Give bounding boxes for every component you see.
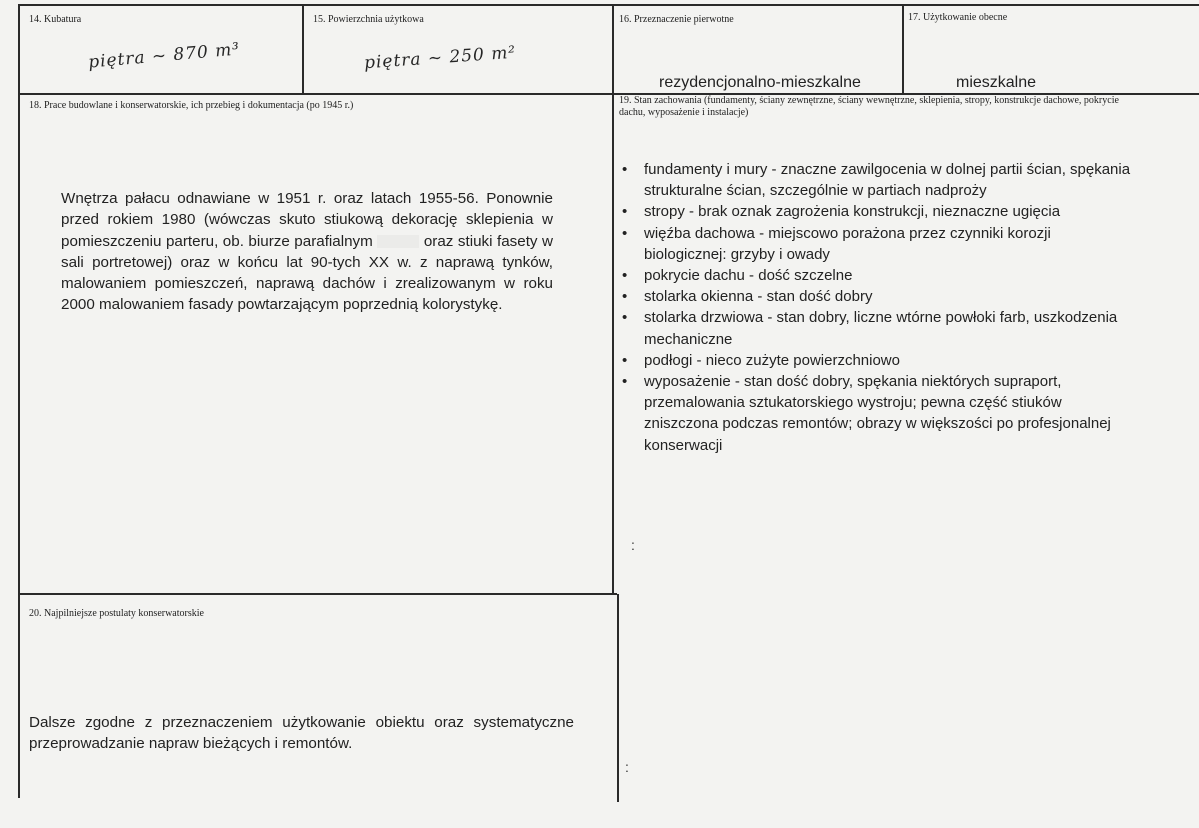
list-item: • stolarka drzwiowa - stan dobry, liczne wtórne powłoki farb, uszkodzenia mechaniczne bbox=[622, 307, 1137, 349]
list-item: • stolarka okienna - stan dość dobry bbox=[622, 286, 1137, 307]
field-18-text bbox=[61, 188, 553, 316]
field-18-text-part-a: Wnętrza pałacu odnawiane w 1951 r. oraz latach 1955-56. Ponownie przed rokiem 1980 (wówczas skuto stiukową dekorację sklepienia w pomieszczeniu parteru, ob. biurze parafialnym bbox=[61, 190, 553, 250]
field-15-value: piętra ~ 250 m² bbox=[363, 42, 517, 74]
field-15-label: 15. Powierzchnia użytkowa bbox=[313, 14, 424, 25]
top-border bbox=[18, 4, 1199, 6]
field-20-label: 20. Najpilniejsze postulaty konserwatorskie bbox=[29, 608, 204, 619]
field-16-label: 16. Przeznaczenie pierwotne bbox=[619, 14, 734, 25]
list-item: • więźba dachowa - miejscowo porażona przez czynniki korozji biologicznej: grzyby i owady bbox=[622, 223, 1137, 265]
left-border bbox=[18, 4, 20, 798]
list-item: • fundamenty i mury - znaczne zawilgocenia w dolnej partii ścian, spękania strukturalne ścian, szczególnie w partiach nadproży bbox=[622, 159, 1137, 201]
list-item: • wyposażenie - stan dość dobry, spękania niektórych supraport, przemalowania sztukatorskiego wystroju; pewna część stiuków zniszczona podczas remontów; obrazy w większości po profesjonalnej konserwacji bbox=[622, 371, 1137, 456]
field-20-text: Dalsze zgodne z przeznaczeniem użytkowanie obiektu oraz systematyczne przeprowadzanie napraw bieżących i remontów. bbox=[29, 714, 574, 753]
field-18-text-part-b: oraz stiuki fasety w sali portretowej) oraz w końcu lat 90-tych XX w. z naprawą tynków, malowaniem pomieszczeń, naprawą dachów i zrealizowanym w roku 2000 malowaniem fasady powtarzającym poprzednią kolorystykę. bbox=[61, 232, 553, 314]
list-item: • stropy - brak oznak zagrożenia konstrukcji, nieznaczne ugięcia bbox=[622, 201, 1137, 222]
field-14-value: piętra ~ 870 m³ bbox=[87, 39, 241, 73]
condition-list bbox=[622, 159, 1137, 456]
colon-mark-upper: : bbox=[631, 537, 635, 553]
field-19-label: 19. Stan zachowania (fundamenty, ściany zewnętrzne, ściany wewnętrzne, sklepienia, stropy, konstrukcje dachowe, pokrycie dachu, wyposażenie i instalacje) bbox=[619, 95, 1119, 118]
col-divider-3 bbox=[902, 4, 904, 94]
lower-vertical-divider bbox=[617, 594, 619, 802]
field-17-label: 17. Użytkowanie obecne bbox=[908, 12, 1008, 23]
col-divider-1 bbox=[302, 4, 304, 94]
field-18-label: 18. Prace budowlane i konserwatorskie, ich przebieg i dokumentacja (po 1945 r.) bbox=[29, 100, 354, 111]
section20-divider bbox=[18, 593, 617, 595]
colon-mark-lower: : bbox=[625, 759, 629, 775]
list-item: • pokrycie dachu - dość szczelne bbox=[622, 265, 1137, 286]
main-vertical-divider bbox=[612, 4, 614, 594]
field-16-value: rezydencjonalno-mieszkalne bbox=[659, 74, 861, 91]
redaction-mark bbox=[377, 235, 419, 248]
list-item: • podłogi - nieco zużyte powierzchniowo bbox=[622, 350, 1137, 371]
field-17-value: mieszkalne bbox=[956, 74, 1037, 91]
field-14-label: 14. Kubatura bbox=[29, 14, 82, 25]
